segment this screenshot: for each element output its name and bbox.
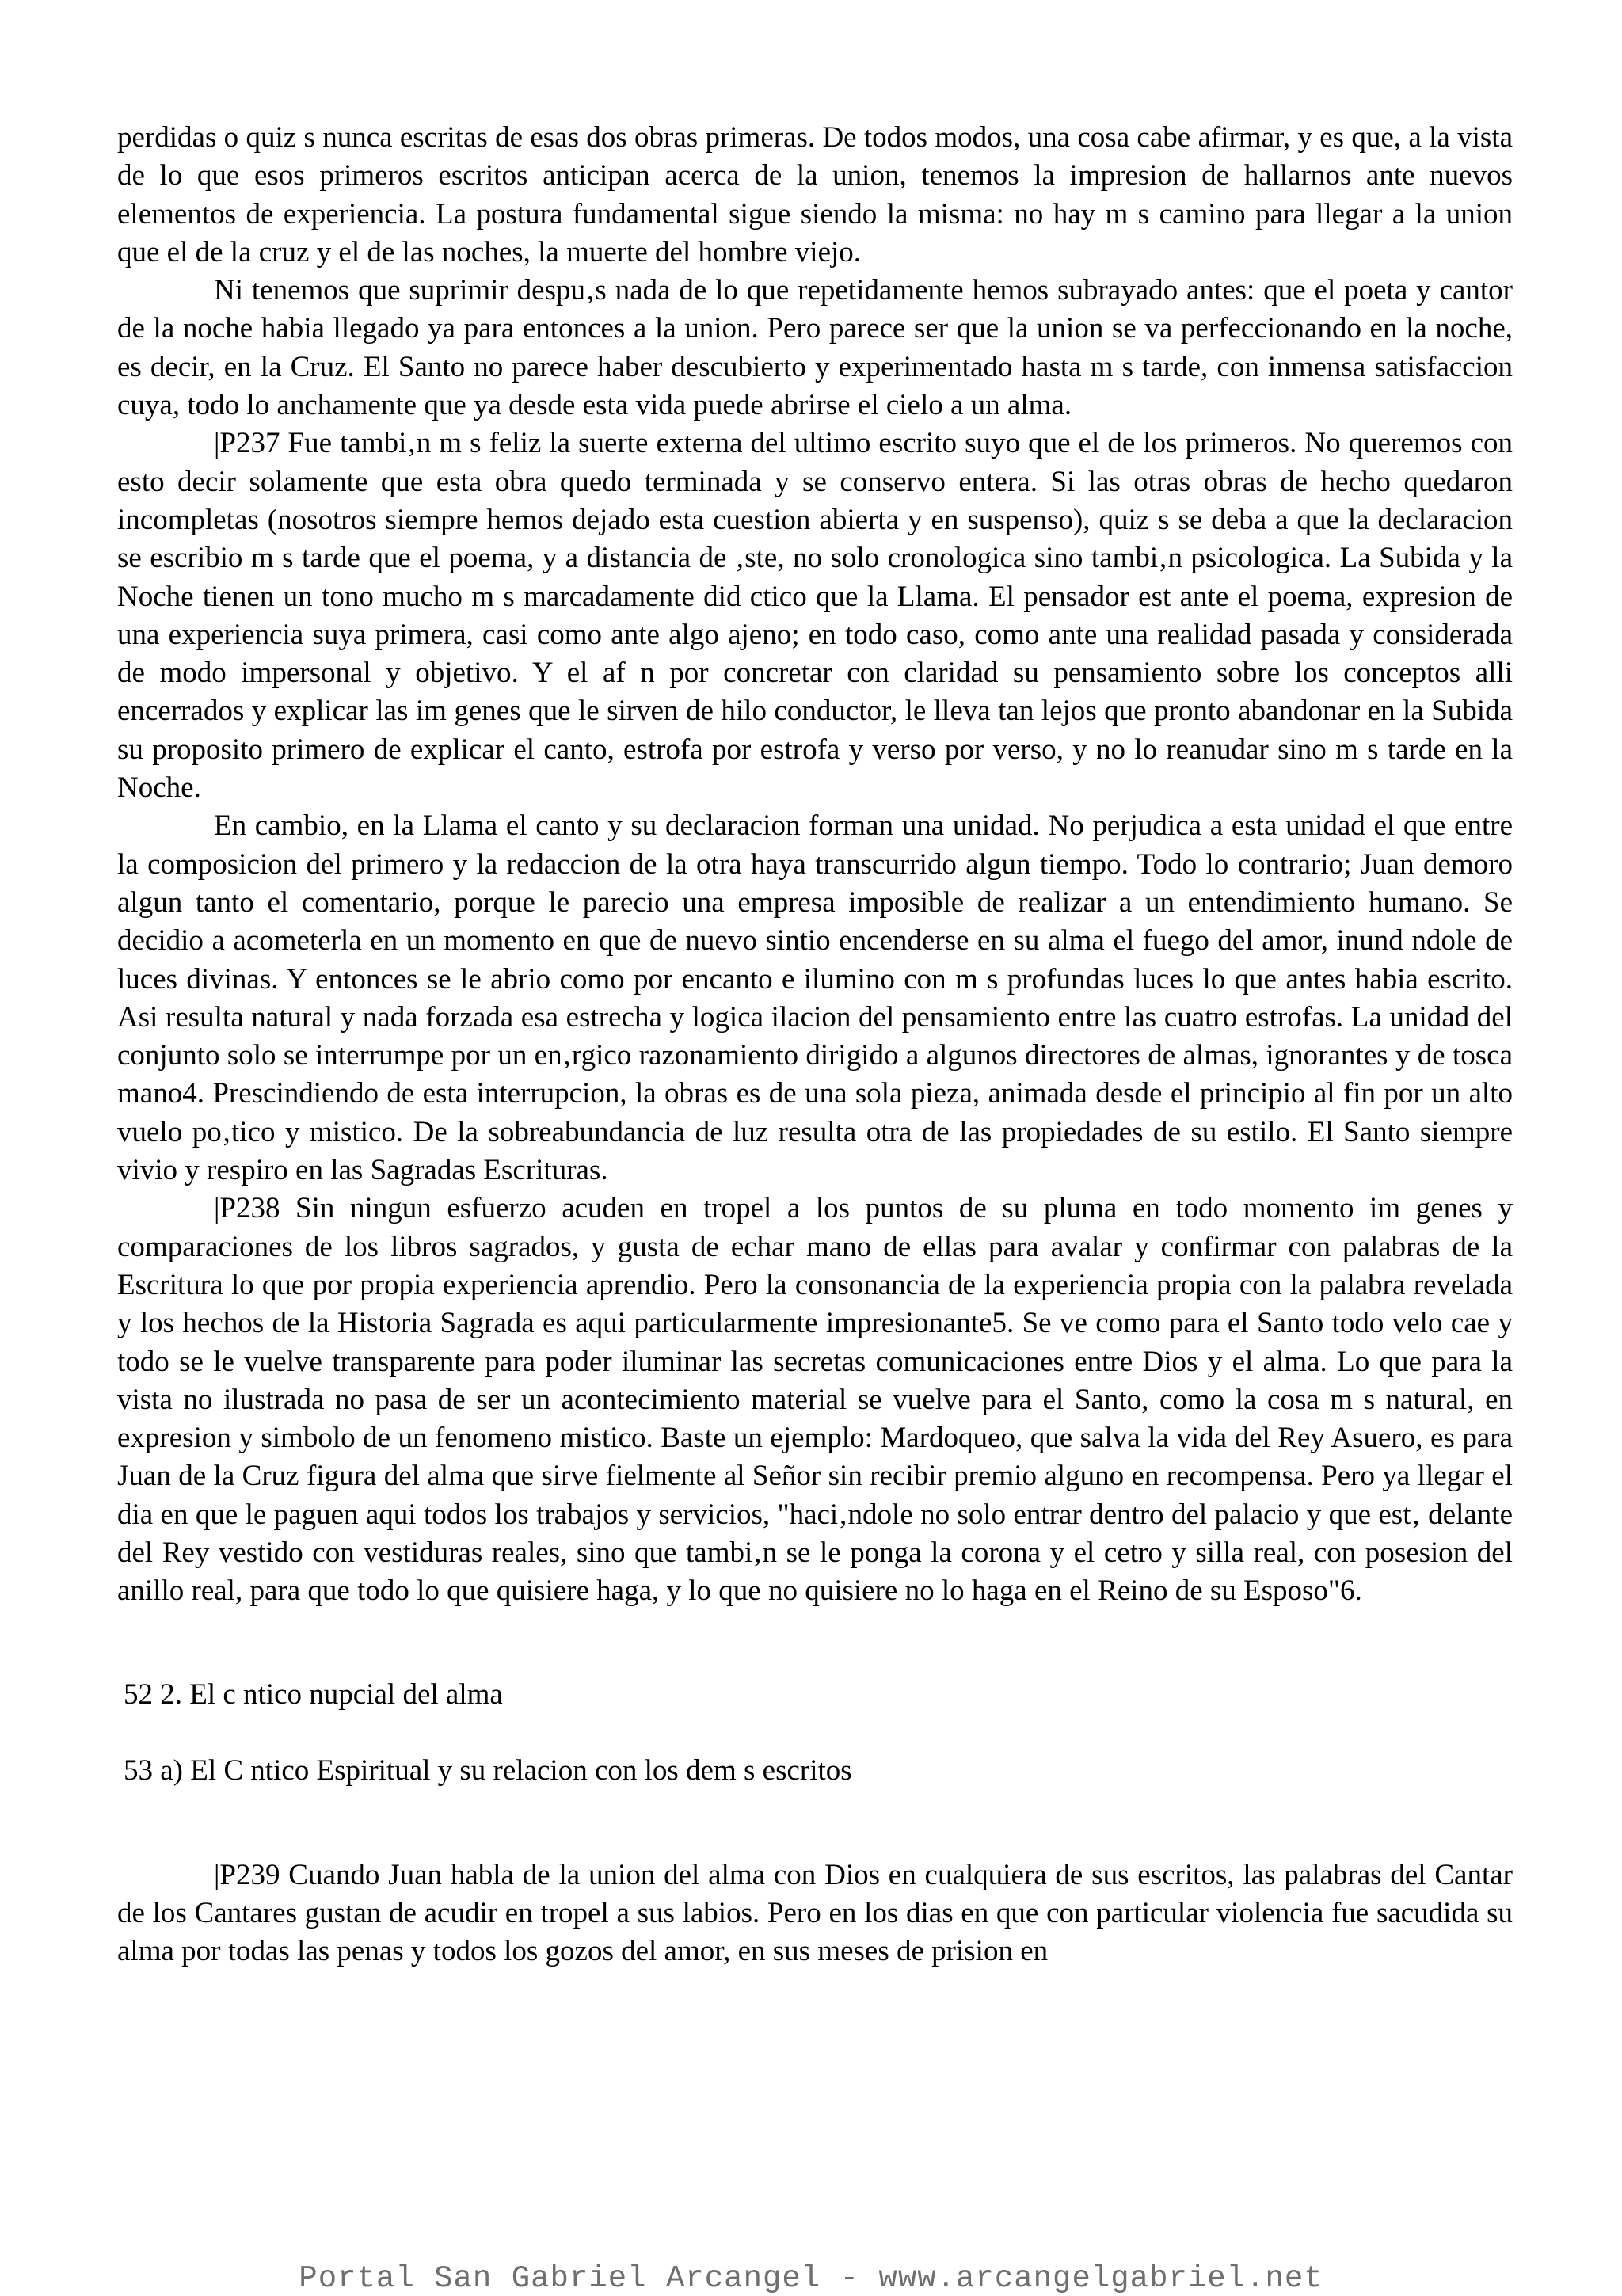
paragraph-1: perdidas o quiz s nunca escritas de esas dos obras primeras. De todos modos, una cosa cabe afirmar, y es que, a la vista de lo que esos primeros escritos anticipan acerca de la union, tenemos la impresion de hallarnos ante nuevos elementos de experiencia. La postura fundamental sigue siendo la misma: no hay m s camino para llegar a la union que el de la cruz y el de las noches, la muerte del hombre viejo. <box>117 121 1513 268</box>
subsection-heading: 53 a) El C ntico Espiritual y su relacion con los dem s escritos <box>124 1753 852 1787</box>
paragraph-2: Ni tenemos que suprimir despu‚s nada de lo que repetidamente hemos subrayado antes: que el poeta y cantor de la noche habia llegado ya para entonces a la union. Pero parece ser que la union se va perfeccionando en la noche, es decir, en la Cruz. El Santo no parece haber descubierto y experimentado hasta m s tarde, con inmensa satisfaccion cuya, todo lo anchamente que ya desde esta vida puede abrirse el cielo a un alma. <box>117 274 1513 422</box>
paragraph-6: |P239 Cuando Juan habla de la union del alma con Dios en cualquiera de sus escritos, las palabras del Cantar de los Cantares gustan de acudir en tropel a sus labios. Pero en los dias en que con particular violencia fue sacudida su alma por todas las penas y todos los gozos del amor, en sus meses de prision en <box>117 1858 1513 1968</box>
page-footer: Portal San Gabriel Arcangel - www.arcangelgabriel.net <box>299 2261 1323 2296</box>
document-body <box>117 119 1513 1970</box>
paragraph-4: En cambio, en la Llama el canto y su declaracion forman una unidad. No perjudica a esta unidad el que entre la composicion del primero y la redaccion de la otra haya transcurrido algun tiempo. Todo lo contrario; Juan demoro algun tanto el comentario, porque le parecio una empresa imposible de realizar a un entendimiento humano. Se decidio a acometerla en un momento en que de nuevo sintio encenderse en su alma el fuego del amor, inund ndole de luces divinas. Y entonces se le abrio como por encanto e ilumino con m s profundas luces lo que antes habia escrito. Asi resulta natural y nada forzada esa estrecha y logica ilacion del pensamiento entre las cuatro estrofas. La unidad del conjunto solo se interrumpe por un en‚rgico razonamiento dirigido a algunos directores de almas, ignorantes y de tosca mano4. Prescindiendo de esta interrupcion, la obras es de una sola pieza, animada desde el principio al fin por un alto vuelo po‚tico y mistico. De la sobreabundancia de luz resulta otra de las propiedades de su estilo. El Santo siempre vivio y respiro en las Sagradas Escrituras. <box>117 809 1513 1187</box>
section-heading: 52 2. El c ntico nupcial del alma <box>124 1677 503 1711</box>
paragraph-5: |P238 Sin ningun esfuerzo acuden en tropel a los puntos de su pluma en todo momento im genes y comparaciones de los libros sagrados, y gusta de echar mano de ellas para avalar y confirmar con palabras de la Escritura lo que por propia experiencia aprendio. Pero la consonancia de la experiencia propia con la palabra revelada y los hechos de la Historia Sagrada es aqui particularmente impresionante5. Se ve como para el Santo todo velo cae y todo se le vuelve transparente para poder iluminar las secretas comunicaciones entre Dios y el alma. Lo que para la vista no ilustrada no pasa de ser un acontecimiento material se vuelve para el Santo, como la cosa m s natural, en expresion y simbolo de un fenomeno mistico. Baste un ejemplo: Mardoqueo, que salva la vida del Rey Asuero, es para Juan de la Cruz figura del alma que sirve fielmente al Señor sin recibir premio alguno en recompensa. Pero ya llegar el dia en que le paguen aqui todos los trabajos y servicios, "haci‚ndole no solo entrar dentro del palacio y que est‚ delante del Rey vestido con vestiduras reales, sino que tambi‚n se le ponga la corona y el cetro y silla real, con posesion del anillo real, para que todo lo que quisiere haga, y lo que no quisiere no lo haga en el Reino de su Esposo"6. <box>117 1192 1513 1608</box>
paragraph-3: |P237 Fue tambi‚n m s feliz la suerte externa del ultimo escrito suyo que el de los primeros. No queremos con esto decir solamente que esta obra quedo terminada y se conservo entera. Si las otras obras de hecho quedaron incompletas (nosotros siempre hemos dejado esta cuestion abierta y en suspenso), quiz s se deba a que la declaracion se escribio m s tarde que el poema, y a distancia de ‚ste, no solo cronologica sino tambi‚n psicologica. La Subida y la Noche tienen un tono mucho m s marcadamente did ctico que la Llama. El pensador est ante el poema, expresion de una experiencia suya primera, casi como ante algo ajeno; en todo caso, como ante una realidad pasada y considerada de modo impersonal y objetivo. Y el af n por concretar con claridad su pensamiento sobre los conceptos alli encerrados y explicar las im genes que le sirven de hilo conductor, le lleva tan lejos que pronto abandonar en la Subida su proposito primero de explicar el canto, estrofa por estrofa y verso por verso, y no lo reanudar sino m s tarde en la Noche. <box>117 427 1513 805</box>
